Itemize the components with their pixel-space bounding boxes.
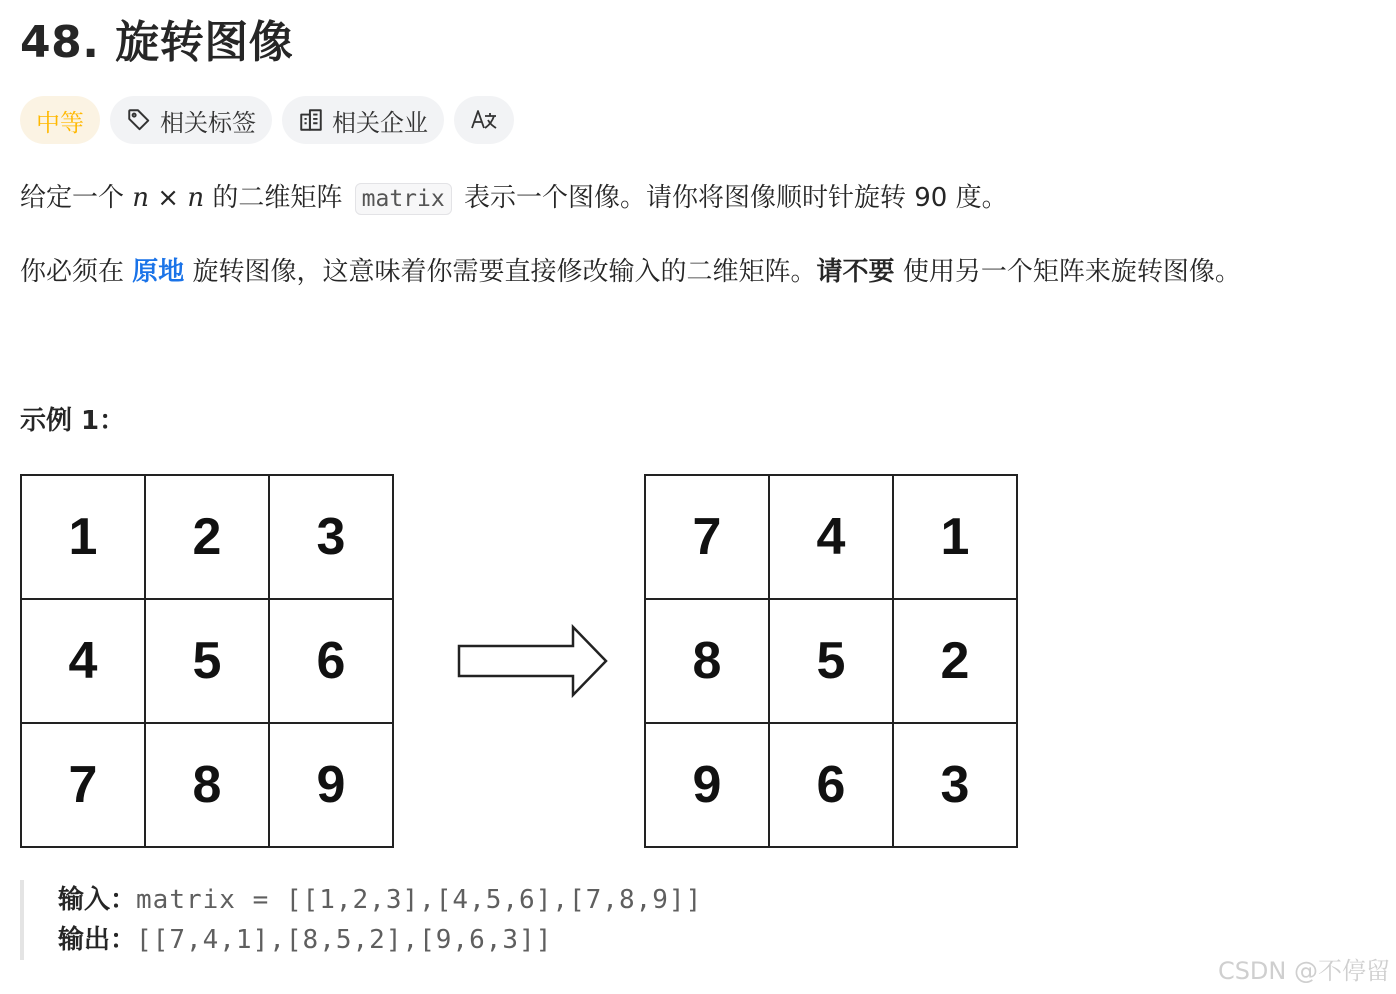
input-value: matrix = [[1,2,3],[4,5,6],[7,8,9]] [136,885,703,915]
output-line [58,920,702,960]
output-label: 输出： [58,925,137,955]
text-fragment: 你必须在 [20,257,133,287]
example-io-block [20,880,702,960]
difficulty-label: 中等 [36,108,84,137]
math-n: n [132,183,150,213]
related-tags-label: 相关标签 [160,108,256,137]
building-icon [298,107,324,133]
related-companies-label: 相关企业 [332,108,428,137]
matrix-cell: 5 [145,599,269,723]
watermark: CSDN @不停留 [1217,957,1390,985]
input-label: 输入： [58,885,137,915]
matrix-cell: 2 [893,599,1017,723]
matrix-cell: 4 [21,599,145,723]
math-n: n [187,183,205,213]
translate-button[interactable] [454,96,514,144]
text-fragment: 旋转图像，这意味着你需要直接修改输入的二维矩阵。 [184,257,817,287]
text-fragment: 的二维矩阵 [204,183,351,213]
problem-title: 48. 旋转图像 [20,17,294,68]
related-tags-button[interactable] [110,96,272,144]
difficulty-badge[interactable] [20,96,100,144]
description-paragraph-2 [20,252,1241,292]
matrix-cell: 1 [893,475,1017,599]
inline-code-matrix: matrix [355,183,452,215]
matrix-cell: 6 [269,599,393,723]
output-matrix-figure [644,474,1018,848]
matrix-cell: 6 [769,723,893,847]
input-line [58,880,702,920]
matrix-cell: 5 [769,599,893,723]
text-fragment: 使用另一个矩阵来旋转图像。 [894,257,1241,287]
matrix-cell: 7 [645,475,769,599]
example-title: 示例 1： [20,406,126,436]
tag-bar [20,96,514,144]
input-matrix-figure [20,474,394,848]
translate-icon [470,107,498,133]
output-value: [[7,4,1],[8,5,2],[9,6,3]] [136,925,553,955]
matrix-cell: 8 [645,599,769,723]
in-place-link[interactable]: 原地 [132,257,185,287]
right-arrow-icon [456,624,610,702]
matrix-cell: 8 [145,723,269,847]
matrix-cell: 9 [645,723,769,847]
matrix-cell: 1 [21,475,145,599]
bold-warning: 请不要 [816,257,895,287]
text-fragment: 表示一个图像。请你将图像顺时针旋转 90 度。 [455,183,1008,213]
matrix-cell: 7 [21,723,145,847]
matrix-cell: 9 [269,723,393,847]
tag-icon [126,107,152,133]
matrix-cell: 2 [145,475,269,599]
matrix-cell: 3 [893,723,1017,847]
matrix-cell: 4 [769,475,893,599]
text-fragment: 给定一个 [20,183,133,213]
description-paragraph-1 [20,178,1008,219]
matrix-cell: 3 [269,475,393,599]
related-companies-button[interactable] [282,96,444,144]
math-times: × [149,183,188,213]
